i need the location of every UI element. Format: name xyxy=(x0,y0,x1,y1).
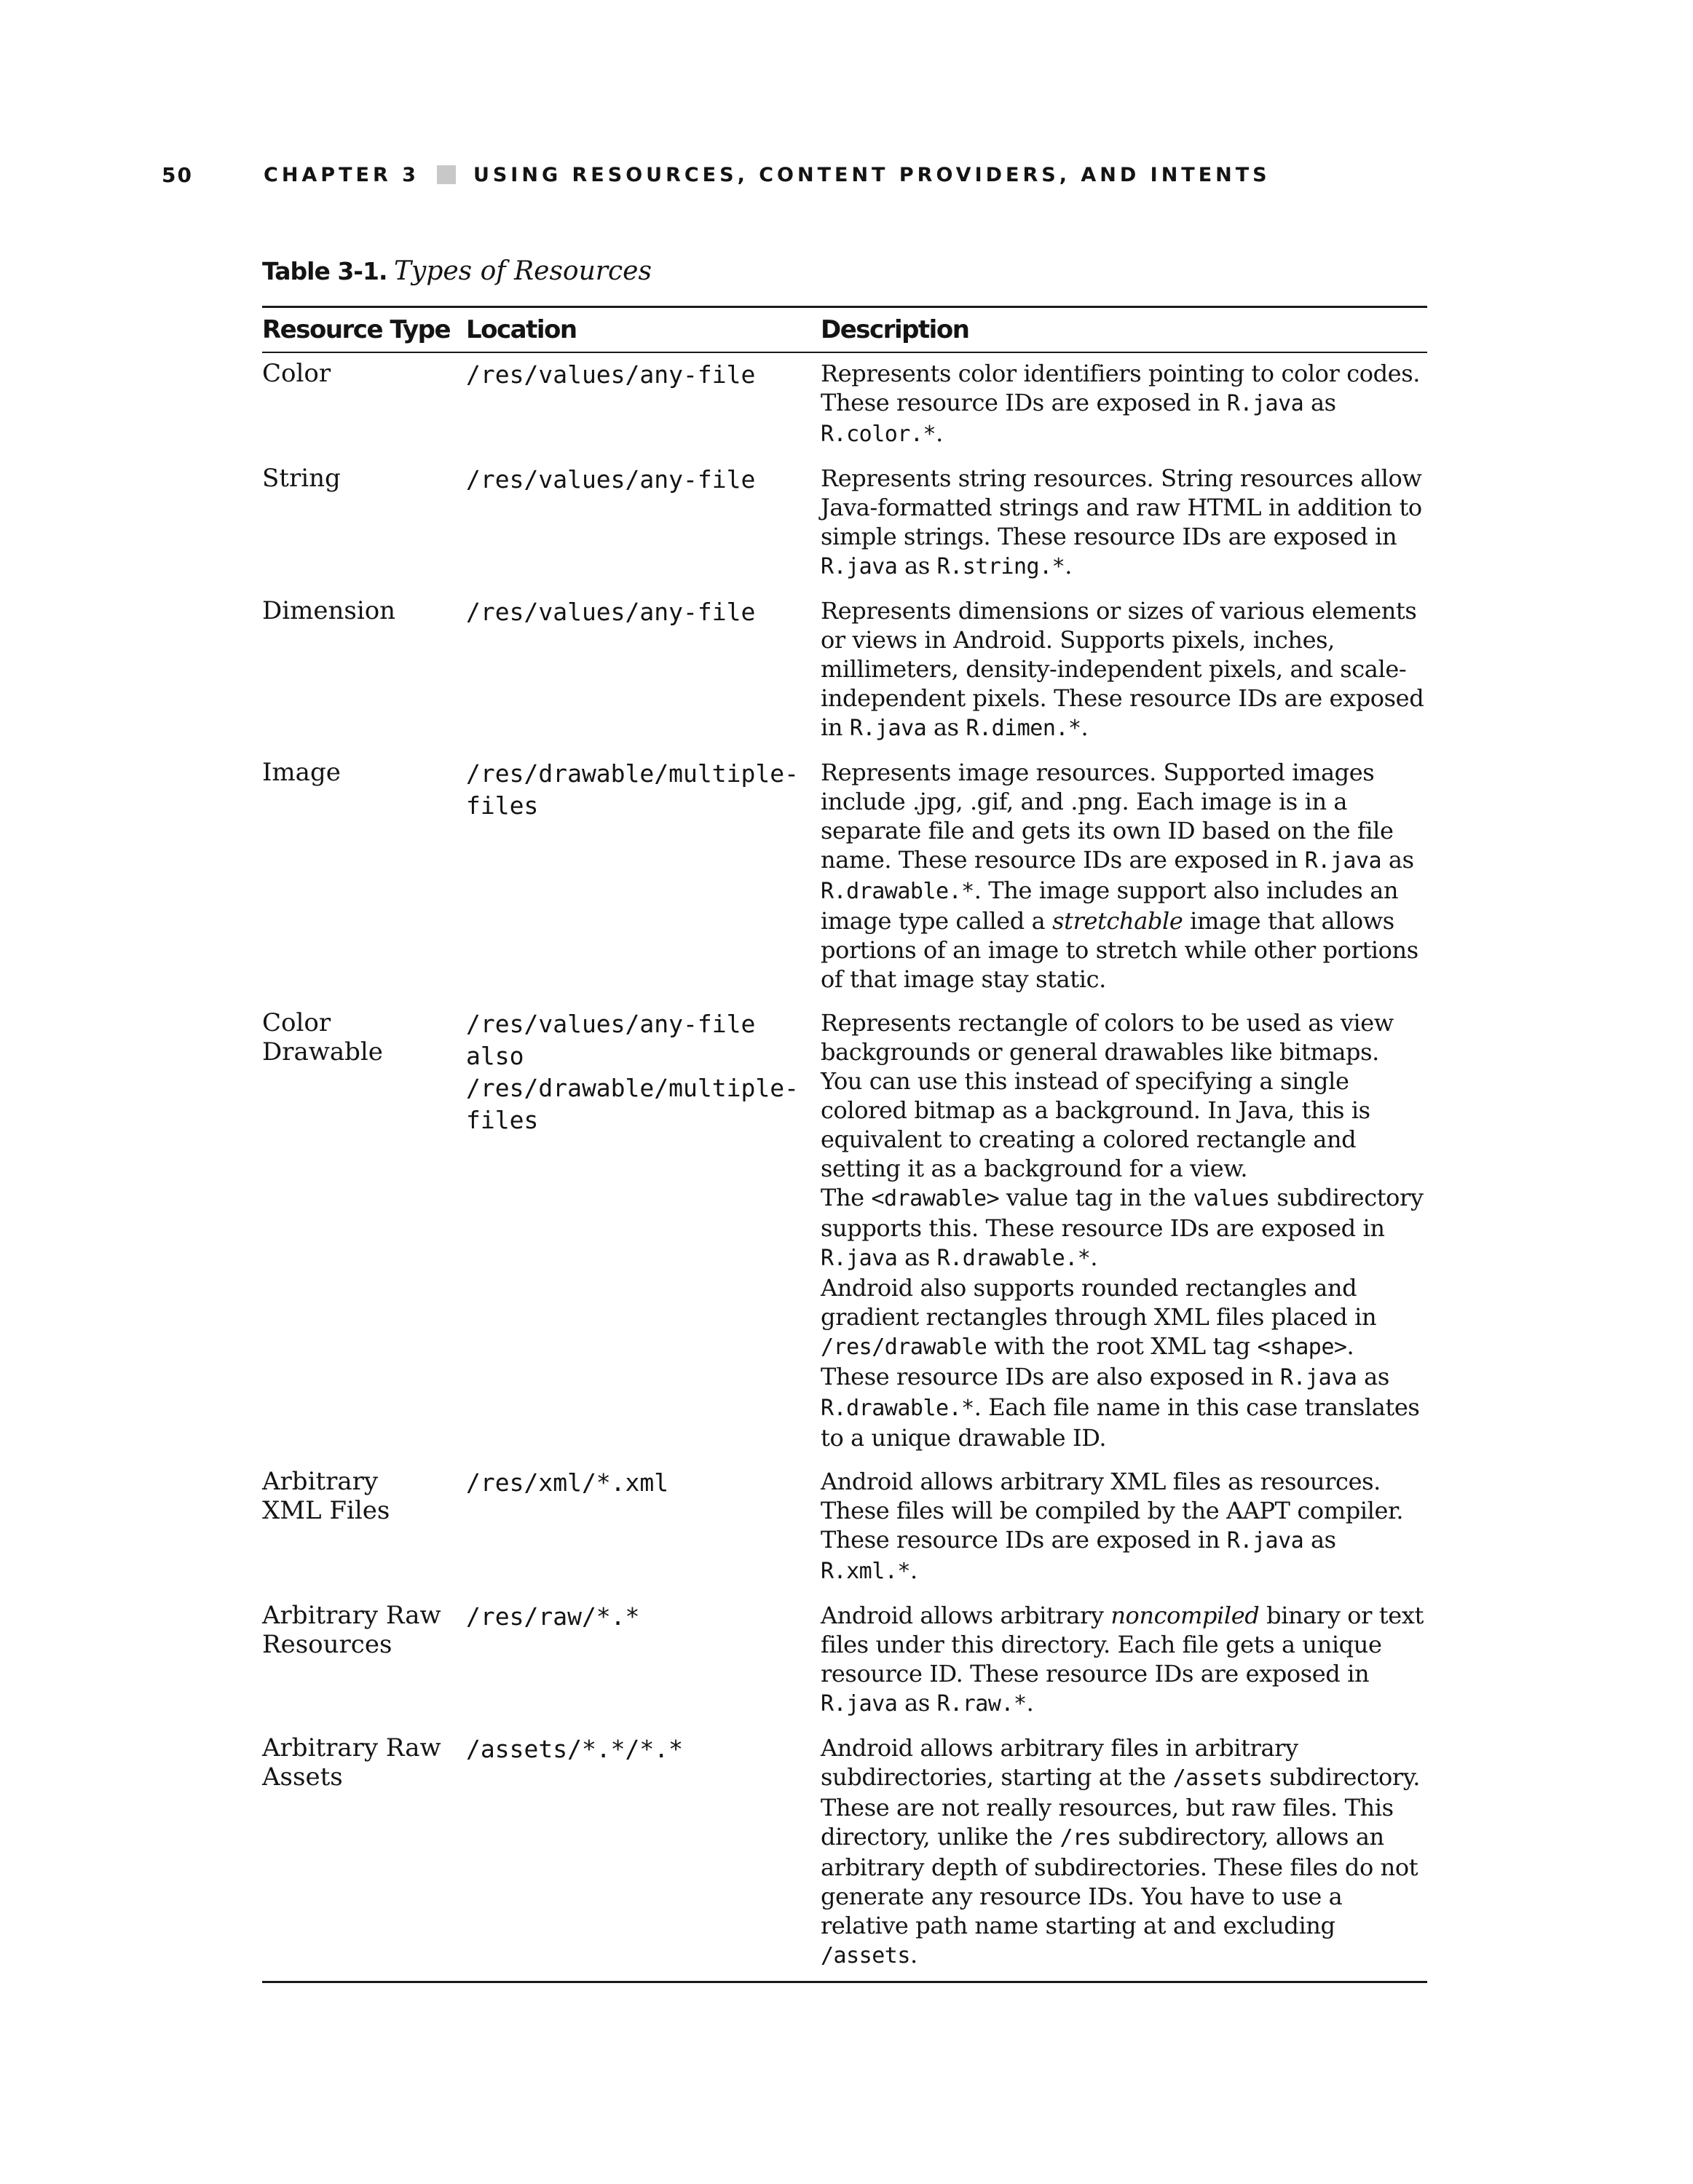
table-row xyxy=(262,758,1427,994)
text-span: Represents dimensions or sizes of various elements or views in Android. Supports pixels, inches, millimeters, density-independent pixels, and scale-independent pixels. These resource IDs are exposed in xyxy=(821,597,1424,741)
cell-resource-type: Arbitrary Raw Resources xyxy=(262,1601,441,1659)
code-span: R.java xyxy=(1304,848,1382,874)
cell-description xyxy=(821,1733,1427,1971)
cell-description xyxy=(821,1601,1427,1719)
description-paragraph xyxy=(821,758,1424,994)
cell-location: /res/drawable/multiple- files xyxy=(466,759,799,820)
cell-description xyxy=(821,1467,1427,1586)
cell-resource-type: Color xyxy=(262,359,331,388)
code-span: R.drawable.* xyxy=(936,1246,1091,1271)
square-separator-icon xyxy=(437,165,456,184)
table-caption-title: Types of Resources xyxy=(393,256,652,286)
text-span: . The image support also includes an image type called a xyxy=(821,877,1399,935)
code-span: R.java xyxy=(821,1691,898,1717)
cell-resource-type: Arbitrary XML Files xyxy=(262,1467,390,1525)
text-span: Android allows arbitrary XML files as resources. These files will be compiled by the AAPT compiler. These resource IDs are exposed in xyxy=(821,1468,1404,1554)
cell-resource-type: Dimension xyxy=(262,596,396,625)
cell-location: /res/values/any-file xyxy=(466,598,756,626)
text-span: Represents rectangle of colors to be used as view backgrounds or general drawables like bitmaps. You can use this instead of specifying a single colored bitmap as a background. In Java, this is equivalent to creating a colored rectangle and setting it as a background for a view. xyxy=(821,1009,1394,1182)
cell-description xyxy=(821,359,1427,449)
code-span: R.java xyxy=(849,716,927,741)
page-header xyxy=(162,160,1271,189)
text-span: as xyxy=(897,1243,937,1271)
text-span: Represents image resources. Supported images include .jpg, .gif, and .png. Each image is in a separate file and gets its own ID based on the file name. These resource IDs are exposed in xyxy=(821,759,1394,874)
table-row xyxy=(262,1601,1427,1719)
table-row xyxy=(262,596,1427,743)
code-span: R.java xyxy=(1226,1528,1304,1554)
code-span: R.java xyxy=(821,1246,898,1271)
code-span: <drawable> xyxy=(871,1186,1000,1211)
cell-location: /res/values/any-file also /res/drawable/multiple- files xyxy=(466,1010,799,1134)
emphasis-span: stretchable xyxy=(1052,907,1183,935)
code-span: R.java xyxy=(1280,1365,1357,1390)
text-span: . xyxy=(909,1941,917,1969)
code-span: <shape> xyxy=(1257,1334,1347,1360)
table-header-row xyxy=(262,308,1427,352)
text-span: . xyxy=(1026,1689,1034,1717)
table-row xyxy=(262,359,1427,449)
cell-location: /res/values/any-file xyxy=(466,360,756,389)
text-span: subdirectory, allows an arbitrary depth of subdirectories. These files do not generate any resource IDs. You have to use a relative path name starting at and excluding xyxy=(821,1823,1418,1939)
table-bottom-rule xyxy=(262,1981,1427,1983)
text-span: with the root XML tag xyxy=(987,1332,1258,1360)
text-span: . These resource IDs are also exposed in xyxy=(821,1332,1354,1390)
code-span: /res xyxy=(1059,1825,1111,1851)
code-span: R.dimen.* xyxy=(966,716,1081,741)
code-span: values xyxy=(1193,1186,1270,1211)
text-span: . xyxy=(936,419,943,447)
text-span: value tag in the xyxy=(999,1184,1193,1211)
text-span: . Each file name in this case translates to a unique drawable ID. xyxy=(821,1393,1420,1452)
description-paragraph xyxy=(821,1601,1424,1719)
text-span: Android also supports rounded rectangles and gradient rectangles through XML files placed in xyxy=(821,1274,1377,1331)
code-span: R.color.* xyxy=(821,422,936,447)
resource-types-table xyxy=(262,306,1427,1983)
cell-location: /assets/*.*/*.* xyxy=(466,1735,684,1763)
text-span: as xyxy=(1357,1363,1389,1390)
text-span: . xyxy=(1090,1243,1098,1271)
text-span: Represents string resources. String resources allow Java-formatted strings and raw HTML in addition to simple strings. These resource IDs are exposed in xyxy=(821,464,1422,550)
description-paragraph xyxy=(821,1733,1424,1971)
text-span: as xyxy=(926,713,966,741)
chapter-label: CHAPTER 3 xyxy=(264,163,419,186)
code-span: R.java xyxy=(821,554,898,579)
code-span: R.drawable.* xyxy=(821,1396,974,1421)
table-row xyxy=(262,464,1427,582)
description-paragraph xyxy=(821,1467,1424,1586)
text-span: Represents color identifiers pointing to color codes. These resource IDs are exposed in xyxy=(821,360,1421,416)
code-span: R.java xyxy=(1226,391,1304,416)
cell-description xyxy=(821,596,1427,743)
text-span: The xyxy=(821,1184,872,1211)
code-span: /res/drawable xyxy=(821,1334,987,1360)
text-span: as xyxy=(897,552,937,579)
running-head xyxy=(264,160,1271,189)
text-span: as xyxy=(897,1689,937,1717)
text-span: subdirectory. These are not really resources, but raw files. This directory, unlike the xyxy=(821,1763,1420,1851)
code-span: R.xml.* xyxy=(821,1559,910,1584)
table-body xyxy=(262,353,1427,1981)
text-span: . xyxy=(1081,713,1089,741)
description-paragraph xyxy=(821,1008,1424,1183)
text-span: subdirectory supports this. These resource IDs are exposed in xyxy=(821,1184,1424,1242)
text-span: image that allows portions of an image to stretch while other portions of that image stay static. xyxy=(821,907,1418,993)
code-span: R.drawable.* xyxy=(821,879,974,904)
table-caption-number: Table 3-1. xyxy=(262,257,387,285)
header-description: Description xyxy=(821,315,969,344)
code-span: /assets xyxy=(821,1943,910,1969)
chapter-title: USING RESOURCES, CONTENT PROVIDERS, AND INTENTS xyxy=(473,163,1271,186)
text-span: . xyxy=(1065,552,1073,579)
table-caption xyxy=(262,255,652,287)
cell-description xyxy=(821,464,1427,582)
cell-resource-type: Arbitrary Raw Assets xyxy=(262,1733,441,1792)
text-span: . xyxy=(909,1556,917,1584)
text-span: binary or text files under this directory. Each file gets a unique resource ID. These resource IDs are exposed in xyxy=(821,1602,1424,1688)
table-row xyxy=(262,1733,1427,1971)
cell-resource-type: String xyxy=(262,464,341,493)
table-row xyxy=(262,1467,1427,1586)
code-span: R.string.* xyxy=(936,554,1065,579)
cell-location: /res/raw/*.* xyxy=(466,1602,640,1631)
cell-description xyxy=(821,758,1427,994)
cell-location: /res/xml/*.xml xyxy=(466,1468,669,1497)
description-paragraph xyxy=(821,1273,1424,1452)
text-span: Android allows arbitrary xyxy=(821,1602,1111,1629)
header-location: Location xyxy=(466,315,577,344)
cell-description xyxy=(821,1008,1427,1452)
cell-location: /res/values/any-file xyxy=(466,465,756,494)
cell-resource-type: Image xyxy=(262,758,341,787)
description-paragraph xyxy=(821,596,1424,743)
description-paragraph xyxy=(821,359,1424,449)
emphasis-span: noncompiled xyxy=(1110,1602,1260,1629)
description-paragraph xyxy=(821,1183,1424,1273)
text-span: as xyxy=(1303,389,1336,416)
code-span: R.raw.* xyxy=(936,1691,1027,1717)
table-row xyxy=(262,1008,1427,1452)
page-number: 50 xyxy=(162,162,193,187)
cell-resource-type: Color Drawable xyxy=(262,1008,383,1067)
text-span: as xyxy=(1303,1526,1336,1554)
header-resource-type: Resource Type xyxy=(262,315,451,344)
code-span: /assets xyxy=(1172,1765,1263,1791)
description-paragraph xyxy=(821,464,1424,582)
text-span: as xyxy=(1381,846,1414,874)
text-span: Android allows arbitrary files in arbitrary subdirectories, starting at the xyxy=(821,1734,1298,1791)
